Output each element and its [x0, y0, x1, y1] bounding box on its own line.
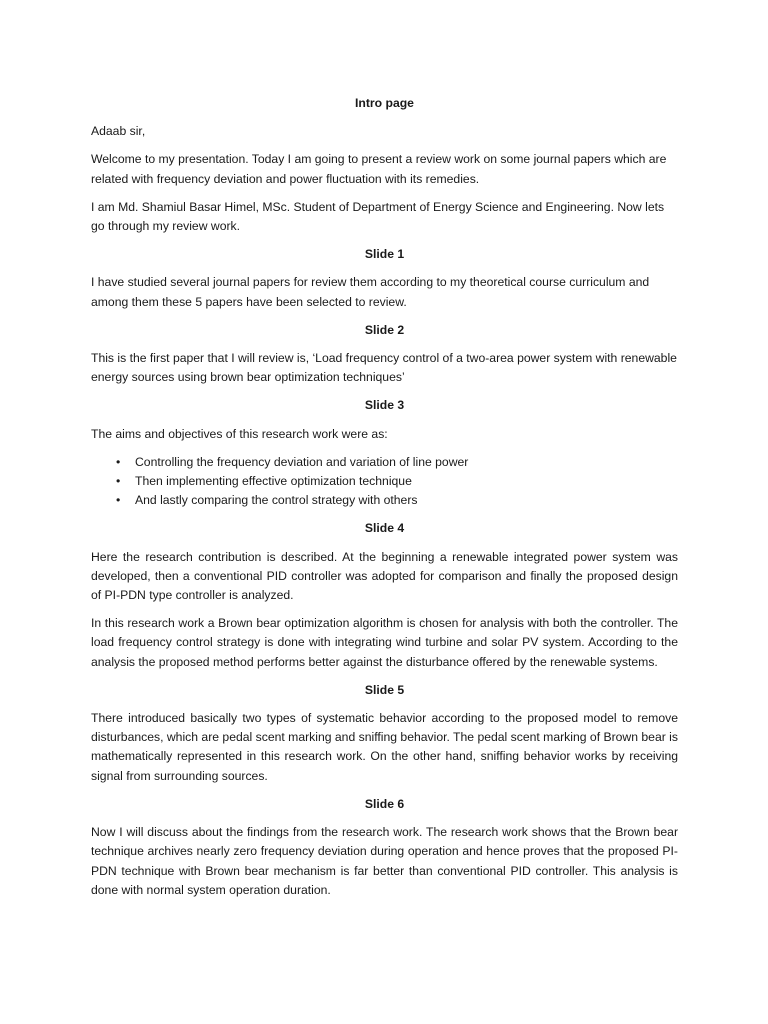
slide-4-paragraph-2: In this research work a Brown bear optimization algorithm is chosen for analysis with both the controller. The load frequency control strategy is done with integrating wind turbine and solar PV system. According to the analysis the proposed method performs better against the disturbance offered by the renewable systems. — [91, 616, 678, 669]
list-item-text: Controlling the frequency deviation and variation of line power — [135, 454, 469, 469]
bullet-icon: • — [116, 454, 121, 469]
slide-2-heading: Slide 2 — [364, 322, 405, 337]
slide-1-heading: Slide 1 — [364, 247, 405, 262]
list-item-text: Then implementing effective optimization technique — [135, 474, 412, 489]
greeting: Adaab sir, — [91, 124, 146, 139]
welcome-paragraph: Welcome to my presentation. Today I am going to present a review work on some journal papers which are related with frequency deviation and power fluctuation with its remedies. — [91, 152, 667, 186]
intro-heading: Intro page — [355, 96, 414, 110]
slide-6-heading: Slide 6 — [364, 796, 405, 811]
list-item — [116, 453, 678, 472]
list-item-text: And lastly comparing the control strategy with others — [135, 493, 418, 508]
slide-5-paragraph: There introduced basically two types of systematic behavior according to the proposed model to remove disturbances, which are pedal scent marking and sniffing behavior. The pedal scent marking of Brown bear is mathematically represented in this research work. On the other hand, sniffing behavior works by receiving signal from surrounding sources. — [91, 711, 678, 783]
slide-1-paragraph: I have studied several journal papers for review them according to my theoretical course curriculum and among them these 5 papers have been selected to review. — [91, 275, 650, 309]
slide-4-paragraph-1: Here the research contribution is described. At the beginning a renewable integrated power system was developed, then a conventional PID controller was adopted for comparison and finally the proposed design of PI-PDN type controller is analyzed. — [91, 549, 678, 603]
introduction-paragraph: I am Md. Shamiul Basar Himel, MSc. Student of Department of Energy Science and Engineering. Now lets go through my review work. — [91, 199, 665, 234]
list-item — [116, 491, 678, 510]
slide-6-paragraph: Now I will discuss about the findings from the research work. The research work shows that the Brown bear technique archives nearly zero frequency deviation during operation and hence proves that the proposed PI-PDN technique with Brown bear mechanism is far better than conventional PID controller. This analysis is done with normal system operation duration. — [91, 825, 678, 897]
document-body — [91, 94, 678, 909]
slide-3-heading: Slide 3 — [364, 398, 405, 413]
slide-5-heading: Slide 5 — [364, 682, 405, 697]
bullet-icon: • — [116, 493, 121, 508]
slide-4-heading: Slide 4 — [364, 521, 405, 536]
slide-3-paragraph: The aims and objectives of this research work were as: — [91, 426, 388, 441]
slide-2-paragraph: This is the first paper that I will review is, ‘Load frequency control of a two-area power system with renewable energy sources using brown bear optimization techniques’ — [91, 351, 677, 385]
objectives-list — [91, 453, 678, 511]
list-item — [116, 472, 678, 491]
bullet-icon: • — [116, 474, 121, 489]
